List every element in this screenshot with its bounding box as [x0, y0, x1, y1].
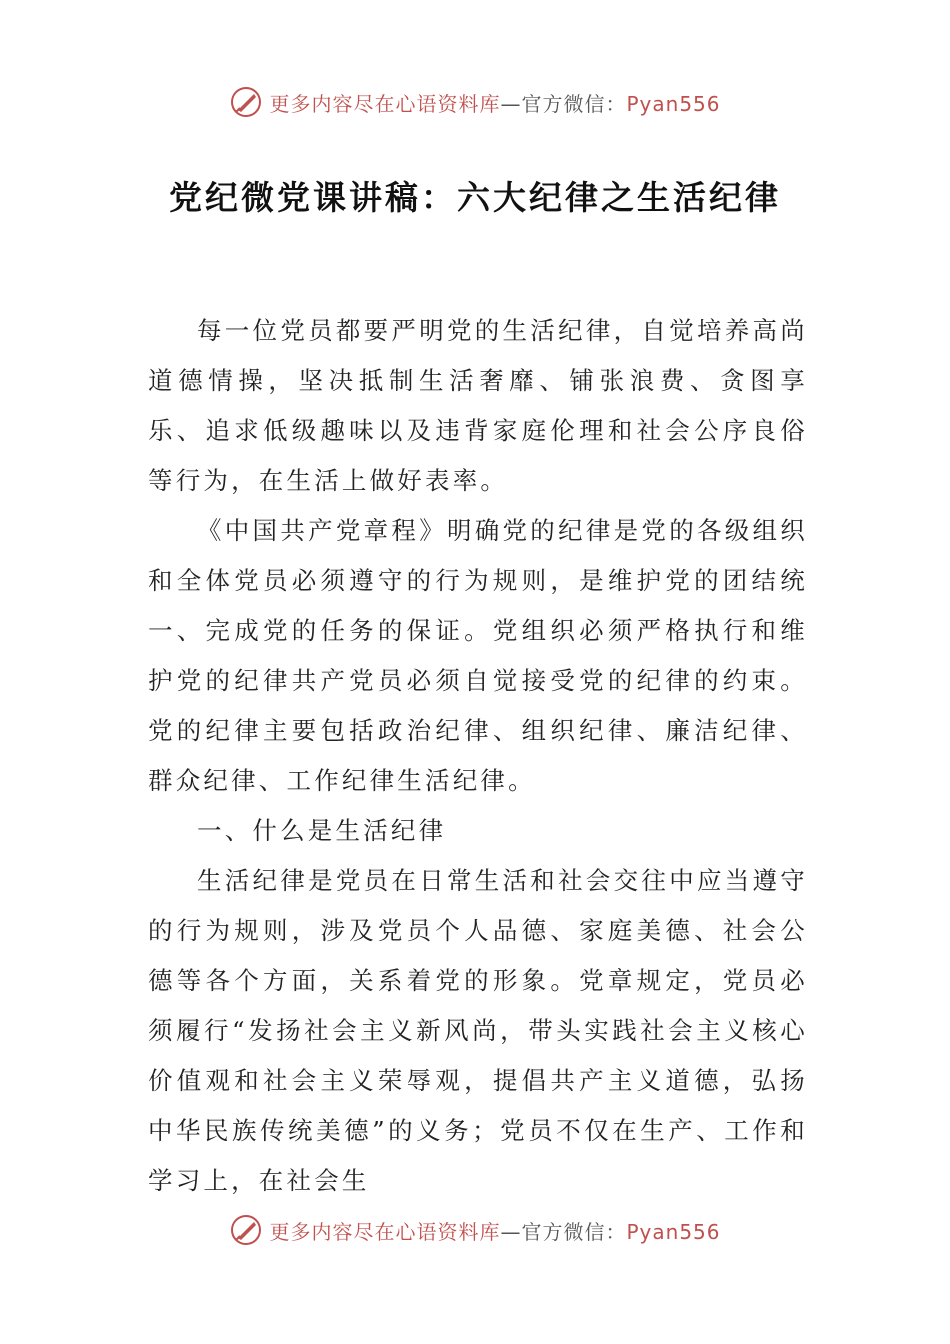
- header-contact-value: Pyan556: [626, 91, 721, 116]
- header-contact-label: 官方微信：: [521, 91, 627, 116]
- paragraph: 《中国共产党章程》明确党的纪律是党的各级组织和全体党员必须遵守的行为规则，是维护党的团结统一、完成党的任务的保证。党组织必须严格执行和维护党的纪律共产党员必须自觉接受党的纪律的约束。党的纪律主要包括政治纪律、组织纪律、廉洁纪律、群众纪律、工作纪律生活纪律。: [148, 516, 808, 795]
- header-separator: —: [500, 91, 522, 116]
- document-title: 党纪微党课讲稿：六大纪律之生活纪律: [169, 178, 781, 217]
- paragraph: 生活纪律是党员在日常生活和社会交往中应当遵守的行为规则，涉及党员个人品德、家庭美德、社会公德等各个方面，关系着党的形象。党章规定，党员必须履行“发扬社会主义新风尚，带头实践社会主义核心价值观和社会主义荣辱观，提倡共产主义道德，弘扬中华民族传统美德”的义务；党员不仅在生产、工作和学习上，在社会生: [148, 866, 808, 1195]
- header-brand-text: 更多内容尽在心语资料库: [269, 91, 501, 116]
- footer-contact-label: 官方微信：: [521, 1219, 627, 1244]
- footer-watermark: [0, 1210, 950, 1250]
- section-heading: 一、什么是生活纪律: [197, 816, 447, 845]
- footer-separator: —: [500, 1219, 522, 1244]
- document-body: [148, 306, 808, 1206]
- footer-brand-text: 更多内容尽在心语资料库: [269, 1219, 501, 1244]
- quill-logo-icon: [229, 85, 263, 119]
- footer-brand-line: [269, 1216, 720, 1245]
- footer-contact-value: Pyan556: [626, 1219, 721, 1244]
- quill-logo-icon: [229, 1213, 263, 1247]
- header-brand-line: [269, 88, 720, 117]
- header-watermark: [0, 82, 950, 122]
- paragraph: 每一位党员都要严明党的生活纪律，自觉培养高尚道德情操，坚决抵制生活奢靡、铺张浪费、贪图享乐、追求低级趣味以及违背家庭伦理和社会公序良俗等行为，在生活上做好表率。: [148, 316, 808, 495]
